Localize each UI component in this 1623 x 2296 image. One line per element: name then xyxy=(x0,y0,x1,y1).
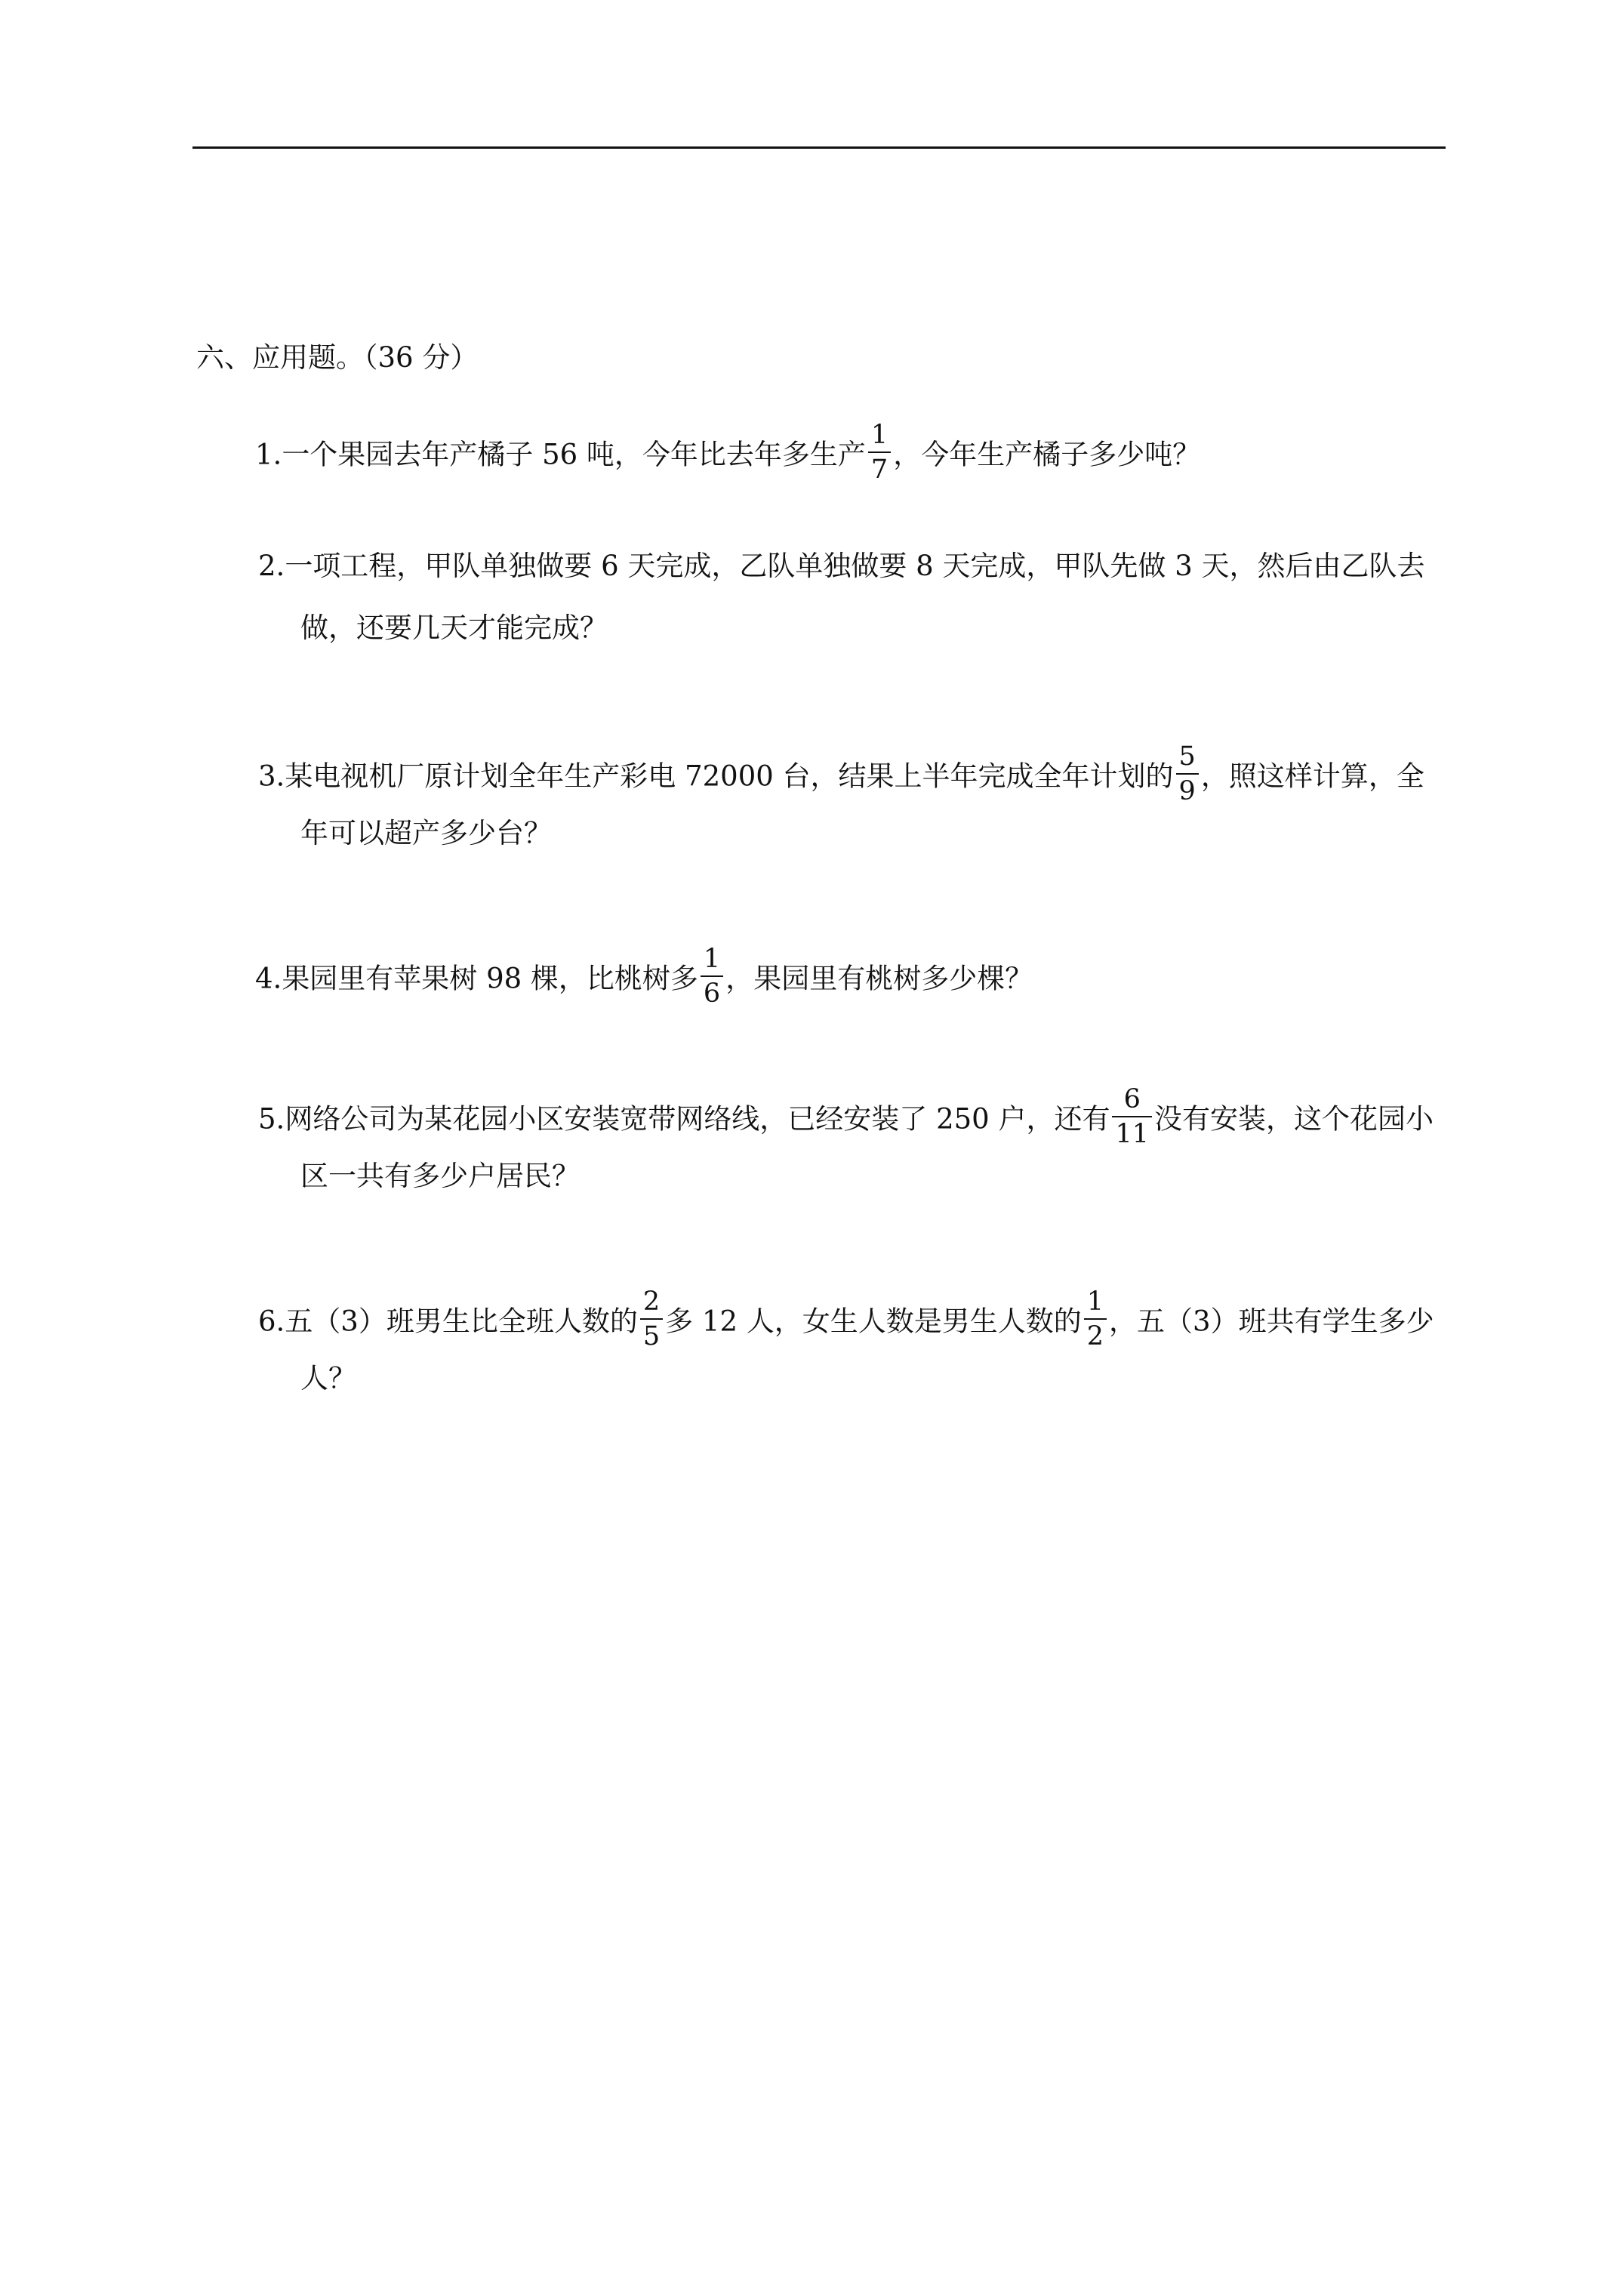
problem-2-line-2 xyxy=(300,609,608,648)
fraction-numerator: 6 xyxy=(1112,1083,1152,1117)
problem-2-line-1 xyxy=(258,547,1425,586)
problem-text: ，照这样计算，全 xyxy=(1200,760,1424,793)
fraction-denominator: 6 xyxy=(703,978,721,1009)
problem-text: 人？ xyxy=(300,1362,356,1395)
fraction xyxy=(1176,740,1199,808)
problem-text: 五（3）班男生比全班人数的 xyxy=(285,1305,638,1338)
problem-text: 多 12 人，女生人数是男生人数的 xyxy=(665,1305,1082,1338)
problem-text: ，五（3）班共有学生多少 xyxy=(1109,1305,1434,1338)
problem-text: 做，还要几天才能完成？ xyxy=(300,612,608,644)
fraction-denominator: 7 xyxy=(870,455,888,485)
problem-5-line-1 xyxy=(258,1084,1434,1155)
problem-text: 没有安装，这个花园小 xyxy=(1154,1102,1434,1136)
problem-number: 5. xyxy=(258,1102,285,1136)
problem-text: 网络公司为某花园小区安装宽带网络线，已经安装了 250 户，还有 xyxy=(285,1102,1110,1136)
problem-number: 6. xyxy=(258,1305,285,1338)
problem-number: 4. xyxy=(255,962,282,995)
problem-5-line-2 xyxy=(300,1157,580,1196)
fraction xyxy=(868,418,891,486)
fraction-numerator: 1 xyxy=(868,418,891,453)
fraction-numerator: 5 xyxy=(1176,740,1199,775)
fraction-denominator: 5 xyxy=(642,1321,661,1351)
problem-1-line-1 xyxy=(255,420,1201,491)
problem-6-line-1 xyxy=(258,1287,1434,1358)
fraction xyxy=(1112,1083,1152,1151)
fraction-denominator: 9 xyxy=(1178,776,1196,806)
problem-text: 区一共有多少户居民？ xyxy=(300,1160,580,1192)
fraction-numerator: 1 xyxy=(701,942,723,977)
problem-3-line-2 xyxy=(300,814,552,853)
fraction-numerator: 1 xyxy=(1084,1285,1107,1320)
problem-number: 3. xyxy=(258,760,285,793)
fraction-denominator: 2 xyxy=(1086,1321,1104,1351)
section-title: 六、应用题。（36 分） xyxy=(196,341,479,374)
problem-4-line-1 xyxy=(255,944,1033,1015)
fraction xyxy=(701,942,723,1010)
problem-6-line-2 xyxy=(300,1359,356,1398)
problem-number: 2. xyxy=(258,550,285,582)
fraction xyxy=(1084,1285,1107,1353)
fraction-numerator: 2 xyxy=(640,1285,663,1320)
problem-text: 果园里有苹果树 98 棵，比桃树多 xyxy=(282,962,698,995)
problem-number: 1. xyxy=(255,438,282,471)
problem-text: ，今年生产橘子多少吨？ xyxy=(893,438,1201,471)
problem-text: 一项工程，甲队单独做要 6 天完成，乙队单独做要 8 天完成，甲队先做 3 天，然后由乙队去 xyxy=(285,550,1425,582)
fraction xyxy=(640,1285,663,1353)
problem-text: 年可以超产多少台？ xyxy=(300,817,552,849)
problem-text: ，果园里有桃树多少棵？ xyxy=(725,962,1033,995)
header-rule xyxy=(192,146,1446,149)
problem-text: 某电视机厂原计划全年生产彩电 72000 台，结果上半年完成全年计划的 xyxy=(285,760,1174,793)
problem-text: 一个果园去年产橘子 56 吨，今年比去年多生产 xyxy=(282,438,866,471)
problem-3-line-1 xyxy=(258,741,1424,812)
fraction-denominator: 11 xyxy=(1115,1119,1150,1149)
